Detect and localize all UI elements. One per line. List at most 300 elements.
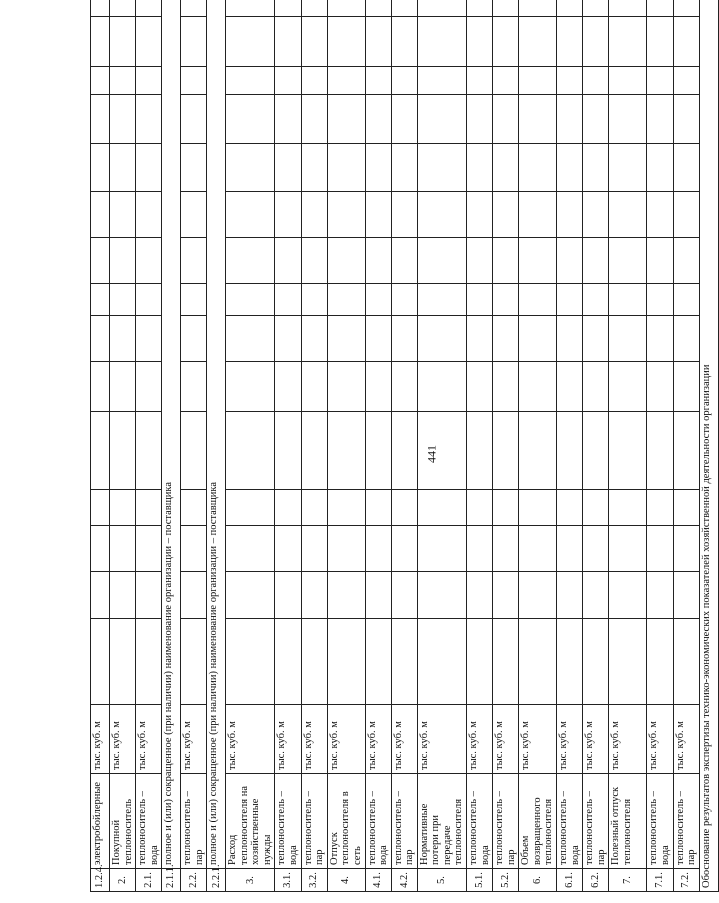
- empty-value-cell: [181, 17, 207, 67]
- empty-value-cell: [609, 619, 647, 705]
- empty-value-cell: [557, 316, 583, 362]
- empty-value-cell: [583, 619, 609, 705]
- empty-value-cell: [609, 17, 647, 67]
- empty-value-cell: [493, 192, 519, 238]
- empty-value-cell: [519, 192, 557, 238]
- table-row: [365, 0, 391, 892]
- empty-value-cell: [609, 0, 647, 17]
- row-number: 2.1.: [136, 869, 162, 892]
- empty-value-cell: [226, 95, 275, 144]
- indicator-name: Расход теплоносителя на хозяйственные нужды: [226, 774, 275, 869]
- unit-cell: тыс. куб. м: [557, 705, 583, 774]
- empty-value-cell: [365, 95, 391, 144]
- table-row: [557, 0, 583, 892]
- empty-value-cell: [417, 67, 466, 95]
- empty-value-cell: [467, 17, 493, 67]
- empty-value-cell: [583, 95, 609, 144]
- empty-value-cell: [467, 316, 493, 362]
- empty-value-cell: [275, 412, 301, 490]
- empty-value-cell: [583, 0, 609, 17]
- empty-value-cell: [391, 0, 417, 17]
- empty-value-cell: [365, 192, 391, 238]
- table-row: [417, 0, 466, 892]
- unit-cell: тыс. куб. м: [181, 705, 207, 774]
- page-number: 441: [424, 445, 439, 463]
- footer-text: Обоснование результатов экспертизы технико-экономических показателей хозяйственной деятельности организации: [699, 0, 718, 892]
- indicator-name: Отпуск теплоносителя в сеть: [327, 774, 365, 869]
- empty-value-cell: [583, 490, 609, 526]
- empty-value-cell: [226, 412, 275, 490]
- empty-value-cell: [519, 572, 557, 619]
- empty-value-cell: [467, 0, 493, 17]
- row-number: 5.2.: [493, 869, 519, 892]
- empty-value-cell: [417, 490, 466, 526]
- empty-value-cell: [226, 284, 275, 316]
- empty-value-cell: [136, 526, 162, 572]
- empty-value-cell: [493, 490, 519, 526]
- empty-value-cell: [365, 619, 391, 705]
- empty-value-cell: [519, 490, 557, 526]
- empty-value-cell: [110, 95, 136, 144]
- empty-value-cell: [365, 144, 391, 192]
- empty-value-cell: [647, 67, 673, 95]
- empty-value-cell: [327, 572, 365, 619]
- empty-value-cell: [583, 526, 609, 572]
- empty-value-cell: [365, 0, 391, 17]
- empty-value-cell: [583, 284, 609, 316]
- empty-value-cell: [110, 490, 136, 526]
- empty-value-cell: [275, 526, 301, 572]
- row-number: 7.: [609, 869, 647, 892]
- empty-value-cell: [301, 17, 327, 67]
- empty-value-cell: [391, 619, 417, 705]
- empty-value-cell: [181, 284, 207, 316]
- empty-value-cell: [391, 362, 417, 412]
- row-number: 3.1.: [275, 869, 301, 892]
- empty-value-cell: [275, 0, 301, 17]
- unit-cell: тыс. куб. м: [609, 705, 647, 774]
- empty-value-cell: [136, 362, 162, 412]
- empty-value-cell: [136, 619, 162, 705]
- empty-value-cell: [467, 526, 493, 572]
- empty-value-cell: [365, 316, 391, 362]
- empty-value-cell: [467, 619, 493, 705]
- empty-value-cell: [467, 144, 493, 192]
- row-number: 6.2.: [583, 869, 609, 892]
- empty-value-cell: [647, 238, 673, 284]
- empty-value-cell: [609, 572, 647, 619]
- empty-value-cell: [493, 316, 519, 362]
- supplier-name-row-text: полное и (или) сокращенное (при наличии) наименование организации – поставщика: [207, 0, 226, 869]
- empty-value-cell: [91, 572, 110, 619]
- unit-cell: тыс. куб. м: [391, 705, 417, 774]
- empty-value-cell: [417, 284, 466, 316]
- empty-value-cell: [327, 95, 365, 144]
- empty-value-cell: [275, 95, 301, 144]
- empty-value-cell: [301, 284, 327, 316]
- empty-value-cell: [493, 284, 519, 316]
- empty-value-cell: [391, 144, 417, 192]
- empty-value-cell: [647, 284, 673, 316]
- empty-value-cell: [91, 412, 110, 490]
- empty-value-cell: [226, 619, 275, 705]
- empty-value-cell: [391, 526, 417, 572]
- empty-value-cell: [181, 316, 207, 362]
- empty-value-cell: [301, 526, 327, 572]
- empty-value-cell: [301, 95, 327, 144]
- empty-value-cell: [327, 284, 365, 316]
- empty-value-cell: [583, 144, 609, 192]
- empty-value-cell: [301, 67, 327, 95]
- empty-value-cell: [136, 144, 162, 192]
- empty-value-cell: [519, 144, 557, 192]
- empty-value-cell: [673, 17, 699, 67]
- empty-value-cell: [110, 572, 136, 619]
- empty-value-cell: [519, 316, 557, 362]
- empty-value-cell: [557, 144, 583, 192]
- unit-cell: тыс. куб. м: [647, 705, 673, 774]
- indicators-table: [90, 0, 719, 892]
- empty-value-cell: [673, 144, 699, 192]
- empty-value-cell: [417, 17, 466, 67]
- indicator-name: теплоноситель – пар: [673, 774, 699, 869]
- row-number: 4.1.: [365, 869, 391, 892]
- empty-value-cell: [365, 412, 391, 490]
- empty-value-cell: [519, 67, 557, 95]
- empty-value-cell: [226, 238, 275, 284]
- empty-value-cell: [557, 67, 583, 95]
- row-number: 7.1.: [647, 869, 673, 892]
- empty-value-cell: [275, 362, 301, 412]
- empty-value-cell: [583, 412, 609, 490]
- table-body: [91, 0, 719, 892]
- empty-value-cell: [493, 67, 519, 95]
- empty-value-cell: [673, 192, 699, 238]
- table-row: [301, 0, 327, 892]
- empty-value-cell: [417, 192, 466, 238]
- empty-value-cell: [275, 67, 301, 95]
- empty-value-cell: [91, 192, 110, 238]
- empty-value-cell: [417, 238, 466, 284]
- empty-value-cell: [327, 17, 365, 67]
- empty-value-cell: [110, 316, 136, 362]
- empty-value-cell: [275, 619, 301, 705]
- empty-value-cell: [136, 0, 162, 17]
- empty-value-cell: [91, 284, 110, 316]
- row-number: 2.2.: [181, 869, 207, 892]
- footer-row: [699, 0, 718, 892]
- empty-value-cell: [673, 0, 699, 17]
- indicator-name: Полезный отпуск теплоносителя: [609, 774, 647, 869]
- empty-value-cell: [301, 490, 327, 526]
- empty-value-cell: [557, 572, 583, 619]
- empty-value-cell: [673, 95, 699, 144]
- empty-value-cell: [365, 362, 391, 412]
- empty-value-cell: [609, 526, 647, 572]
- empty-value-cell: [226, 362, 275, 412]
- unit-cell: тыс. куб. м: [327, 705, 365, 774]
- unit-cell: тыс. куб. м: [583, 705, 609, 774]
- empty-value-cell: [181, 526, 207, 572]
- empty-value-cell: [583, 67, 609, 95]
- table-row: [467, 0, 493, 892]
- empty-value-cell: [609, 284, 647, 316]
- table-row: [519, 0, 557, 892]
- empty-value-cell: [181, 0, 207, 17]
- empty-value-cell: [327, 362, 365, 412]
- empty-value-cell: [647, 362, 673, 412]
- empty-value-cell: [327, 67, 365, 95]
- empty-value-cell: [327, 412, 365, 490]
- table-row: [226, 0, 275, 892]
- empty-value-cell: [417, 526, 466, 572]
- empty-value-cell: [557, 362, 583, 412]
- empty-value-cell: [609, 95, 647, 144]
- empty-value-cell: [609, 238, 647, 284]
- empty-value-cell: [647, 412, 673, 490]
- empty-value-cell: [493, 144, 519, 192]
- unit-cell: тыс. куб. м: [136, 705, 162, 774]
- empty-value-cell: [557, 238, 583, 284]
- indicator-name: Нормативные потери при передаче теплоносителя: [417, 774, 466, 869]
- empty-value-cell: [609, 67, 647, 95]
- empty-value-cell: [327, 619, 365, 705]
- empty-value-cell: [110, 238, 136, 284]
- empty-value-cell: [673, 619, 699, 705]
- empty-value-cell: [301, 572, 327, 619]
- table-row: [275, 0, 301, 892]
- row-number: 5.: [417, 869, 466, 892]
- empty-value-cell: [391, 284, 417, 316]
- empty-value-cell: [609, 490, 647, 526]
- empty-value-cell: [91, 526, 110, 572]
- table-row: [207, 0, 226, 892]
- empty-value-cell: [110, 17, 136, 67]
- empty-value-cell: [275, 238, 301, 284]
- empty-value-cell: [583, 362, 609, 412]
- unit-cell: тыс. куб. м: [91, 705, 110, 774]
- empty-value-cell: [181, 238, 207, 284]
- empty-value-cell: [647, 17, 673, 67]
- empty-value-cell: [226, 316, 275, 362]
- empty-value-cell: [519, 362, 557, 412]
- empty-value-cell: [493, 95, 519, 144]
- row-number: 3.2.: [301, 869, 327, 892]
- row-number: 4.2.: [391, 869, 417, 892]
- empty-value-cell: [110, 619, 136, 705]
- empty-value-cell: [519, 17, 557, 67]
- empty-value-cell: [609, 316, 647, 362]
- empty-value-cell: [327, 0, 365, 17]
- empty-value-cell: [391, 17, 417, 67]
- empty-value-cell: [301, 0, 327, 17]
- empty-value-cell: [136, 284, 162, 316]
- unit-cell: тыс. куб. м: [365, 705, 391, 774]
- empty-value-cell: [673, 238, 699, 284]
- empty-value-cell: [391, 490, 417, 526]
- empty-value-cell: [417, 362, 466, 412]
- unit-cell: тыс. куб. м: [110, 705, 136, 774]
- empty-value-cell: [391, 67, 417, 95]
- empty-value-cell: [557, 619, 583, 705]
- row-number: 5.1.: [467, 869, 493, 892]
- empty-value-cell: [391, 572, 417, 619]
- empty-value-cell: [467, 362, 493, 412]
- empty-value-cell: [557, 284, 583, 316]
- empty-value-cell: [327, 526, 365, 572]
- empty-value-cell: [136, 412, 162, 490]
- empty-value-cell: [275, 572, 301, 619]
- indicator-name: Объем возвращенного теплоносителя: [519, 774, 557, 869]
- empty-value-cell: [110, 412, 136, 490]
- table-row: [91, 0, 110, 892]
- empty-value-cell: [91, 95, 110, 144]
- indicator-name: электробойлерные: [91, 774, 110, 869]
- empty-value-cell: [275, 284, 301, 316]
- empty-value-cell: [110, 67, 136, 95]
- empty-value-cell: [181, 144, 207, 192]
- empty-value-cell: [647, 526, 673, 572]
- unit-cell: тыс. куб. м: [673, 705, 699, 774]
- empty-value-cell: [493, 238, 519, 284]
- supplier-name-row-text: полное и (или) сокращенное (при наличии) наименование организации – поставщика: [162, 0, 181, 869]
- indicator-name: теплоноситель – вода: [467, 774, 493, 869]
- empty-value-cell: [365, 284, 391, 316]
- empty-value-cell: [136, 192, 162, 238]
- table-row: [583, 0, 609, 892]
- empty-value-cell: [275, 144, 301, 192]
- empty-value-cell: [181, 95, 207, 144]
- empty-value-cell: [327, 144, 365, 192]
- empty-value-cell: [647, 619, 673, 705]
- empty-value-cell: [301, 192, 327, 238]
- empty-value-cell: [609, 192, 647, 238]
- empty-value-cell: [673, 412, 699, 490]
- indicator-name: теплоноситель – пар: [391, 774, 417, 869]
- empty-value-cell: [327, 316, 365, 362]
- empty-value-cell: [301, 412, 327, 490]
- empty-value-cell: [557, 490, 583, 526]
- indicator-name: теплоноситель – вода: [136, 774, 162, 869]
- empty-value-cell: [365, 526, 391, 572]
- empty-value-cell: [519, 619, 557, 705]
- empty-value-cell: [226, 192, 275, 238]
- empty-value-cell: [493, 362, 519, 412]
- indicator-name: теплоноситель – вода: [557, 774, 583, 869]
- empty-value-cell: [275, 192, 301, 238]
- empty-value-cell: [275, 17, 301, 67]
- empty-value-cell: [91, 362, 110, 412]
- empty-value-cell: [365, 67, 391, 95]
- empty-value-cell: [136, 17, 162, 67]
- empty-value-cell: [647, 144, 673, 192]
- empty-value-cell: [181, 619, 207, 705]
- empty-value-cell: [91, 619, 110, 705]
- empty-value-cell: [467, 284, 493, 316]
- empty-value-cell: [519, 284, 557, 316]
- empty-value-cell: [91, 17, 110, 67]
- empty-value-cell: [557, 412, 583, 490]
- empty-value-cell: [365, 490, 391, 526]
- empty-value-cell: [647, 490, 673, 526]
- empty-value-cell: [365, 238, 391, 284]
- empty-value-cell: [673, 284, 699, 316]
- row-number: 6.: [519, 869, 557, 892]
- empty-value-cell: [417, 0, 466, 17]
- empty-value-cell: [91, 144, 110, 192]
- empty-value-cell: [673, 67, 699, 95]
- empty-value-cell: [467, 95, 493, 144]
- empty-value-cell: [110, 192, 136, 238]
- empty-value-cell: [181, 490, 207, 526]
- empty-value-cell: [673, 316, 699, 362]
- row-number: 2.: [110, 869, 136, 892]
- empty-value-cell: [391, 316, 417, 362]
- empty-value-cell: [327, 238, 365, 284]
- empty-value-cell: [493, 526, 519, 572]
- empty-value-cell: [181, 192, 207, 238]
- empty-value-cell: [519, 95, 557, 144]
- empty-value-cell: [226, 0, 275, 17]
- empty-value-cell: [365, 572, 391, 619]
- empty-value-cell: [301, 144, 327, 192]
- empty-value-cell: [391, 95, 417, 144]
- empty-value-cell: [519, 526, 557, 572]
- empty-value-cell: [181, 67, 207, 95]
- empty-value-cell: [136, 316, 162, 362]
- unit-cell: тыс. куб. м: [493, 705, 519, 774]
- empty-value-cell: [417, 144, 466, 192]
- empty-value-cell: [136, 572, 162, 619]
- unit-cell: тыс. куб. м: [417, 705, 466, 774]
- row-number: 2.1.1.: [162, 869, 181, 892]
- empty-value-cell: [417, 316, 466, 362]
- empty-value-cell: [327, 192, 365, 238]
- empty-value-cell: [301, 362, 327, 412]
- empty-value-cell: [91, 238, 110, 284]
- unit-cell: тыс. куб. м: [519, 705, 557, 774]
- empty-value-cell: [583, 316, 609, 362]
- empty-value-cell: [467, 412, 493, 490]
- empty-value-cell: [609, 412, 647, 490]
- empty-value-cell: [647, 572, 673, 619]
- empty-value-cell: [91, 316, 110, 362]
- empty-value-cell: [181, 412, 207, 490]
- empty-value-cell: [136, 95, 162, 144]
- empty-value-cell: [583, 192, 609, 238]
- table-row: [327, 0, 365, 892]
- unit-cell: тыс. куб. м: [275, 705, 301, 774]
- empty-value-cell: [647, 316, 673, 362]
- row-number: 4.: [327, 869, 365, 892]
- empty-value-cell: [417, 619, 466, 705]
- empty-value-cell: [91, 490, 110, 526]
- empty-value-cell: [467, 238, 493, 284]
- empty-value-cell: [91, 67, 110, 95]
- empty-value-cell: [609, 144, 647, 192]
- empty-value-cell: [110, 144, 136, 192]
- empty-value-cell: [417, 412, 466, 490]
- empty-value-cell: [275, 316, 301, 362]
- empty-value-cell: [391, 238, 417, 284]
- empty-value-cell: [557, 95, 583, 144]
- empty-value-cell: [673, 526, 699, 572]
- empty-value-cell: [493, 412, 519, 490]
- empty-value-cell: [493, 17, 519, 67]
- empty-value-cell: [467, 572, 493, 619]
- table-row: [110, 0, 136, 892]
- empty-value-cell: [136, 67, 162, 95]
